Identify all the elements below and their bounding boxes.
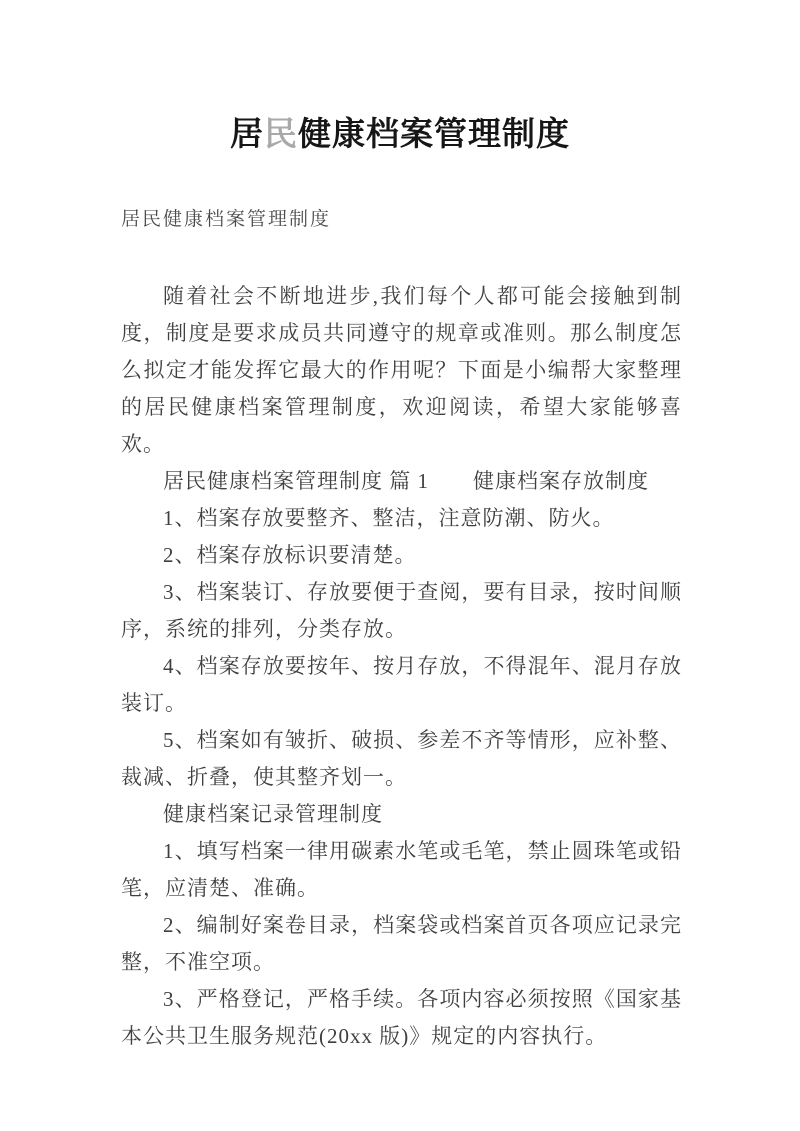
document-body [121, 278, 682, 1055]
storage-rule-4: 4、档案存放要按年、按月存放，不得混年、混月存放装订。 [121, 654, 682, 716]
intro-paragraph: 随着社会不断地进步,我们每个人都可能会接触到制度，制度是要求成员共同遵守的规章或准则。那么制度怎么拟定才能发挥它最大的作用呢？下面是小编帮大家整理的居民健康档案管理制度，欢迎阅读，希望大家能够喜欢。 [121, 284, 682, 457]
document-title [0, 22, 800, 156]
record-rule-1: 1、填写档案一律用碳素水笔或毛笔，禁止圆珠笔或铅笔，应清楚、准确。 [121, 839, 682, 901]
storage-rule-3: 3、档案装订、存放要便于查阅，要有目录，按时间顺序，系统的排列，分类存放。 [121, 580, 682, 642]
title-highlighted-char: 民 [264, 117, 298, 154]
title-prefix: 居 [230, 117, 264, 154]
record-rule-2: 2、编制好案卷目录，档案袋或档案首页各项应记录完整，不准空项。 [121, 913, 682, 975]
storage-rule-1: 1、档案存放要整齐、整洁，注意防潮、防火。 [163, 506, 615, 531]
document-subtitle: 居民健康档案管理制度 [121, 209, 332, 231]
title-suffix: 健康档案管理制度 [298, 117, 570, 154]
record-rule-3: 3、严格登记，严格手续。各项内容必须按照《国家基本公共卫生服务规范(20xx 版)》规定的内容执行。 [121, 987, 682, 1049]
section-heading-records: 健康档案记录管理制度 [163, 802, 383, 827]
section-heading-storage: 居民健康档案管理制度 篇 1 健康档案存放制度 [163, 469, 649, 494]
storage-rule-2: 2、档案存放标识要清楚。 [163, 543, 417, 568]
storage-rule-5: 5、档案如有皱折、破损、参差不齐等情形，应补整、裁减、折叠，使其整齐划一。 [121, 728, 682, 790]
